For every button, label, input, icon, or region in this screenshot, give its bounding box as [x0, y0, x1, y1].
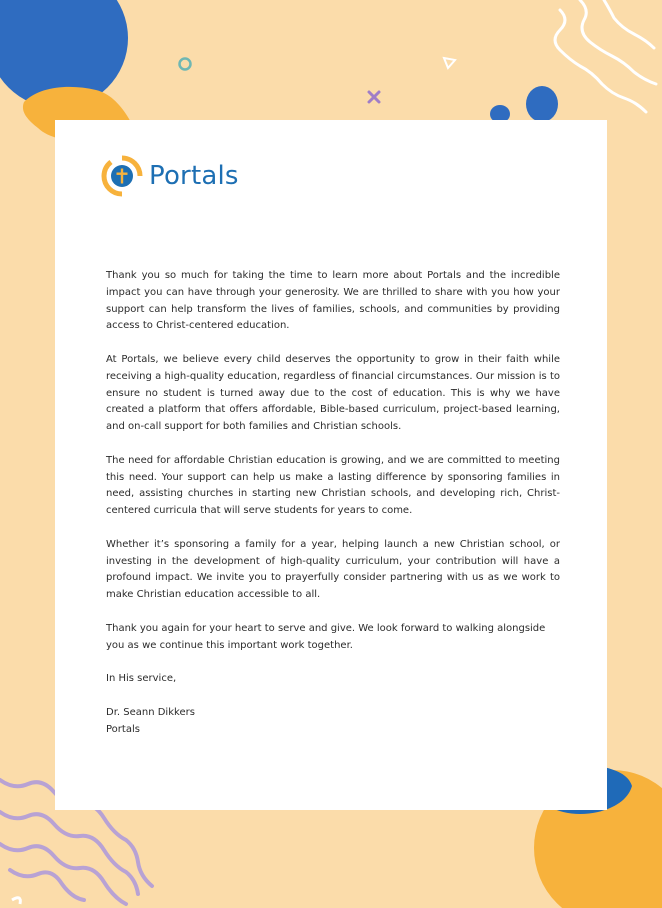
letter-paragraph-1: Thank you so much for taking the time to learn more about Portals and the incredible impact you can have through your generosity. We are thrilled to share with you how your support can help transform the lives of families, schools, and communities by providing access to Christ-centered education.: [106, 270, 560, 332]
white-triangle: [444, 58, 455, 68]
signature-name: Dr. Seann Dikkers: [106, 706, 195, 718]
letter-paragraph-3: The need for affordable Christian education is growing, and we are committed to meeting this need. Your support can help us make a lasting difference by sponsoring families in need, assisting churches in starting new Christian schools, and developing rich, Christ-centered curricula that will serve students for years to come.: [106, 454, 560, 517]
white-squiggle-bottom-left: [12, 898, 20, 904]
letter-paragraph-2: At Portals, we believe every child deserves the opportunity to grow in their faith while receiving a high-quality education, regardless of financial circumstances. Our mission is to ensure no student is turned away due to the cost of education. This is why we have created a platform that offers affordable, Bible-based curriculum, project-based learning, and on-call support for both families and Christian schools.: [106, 353, 560, 433]
letter-paragraph-5: Thank you again for your heart to serve and give. We look forward to walking alongside you as we continue this important work together.: [106, 622, 546, 651]
logo-wordmark: Portals: [149, 161, 239, 191]
signature-org: Portals: [106, 723, 140, 735]
portals-logo: [101, 156, 239, 196]
letter-body: [106, 268, 560, 738]
letter-closing: In His service,: [106, 673, 177, 685]
purple-x-mark: [369, 92, 379, 102]
teal-ring: [180, 59, 191, 70]
blue-blob-large: [526, 86, 558, 122]
white-waves-top-right: [555, 0, 656, 112]
letter-paragraph-4: Whether it’s sponsoring a family for a year, helping launch a new Christian school, or investing in the development of high-quality curriculum, your contribution will have a profound impact. We invite you to prayerfully consider partnering with us as we work to make Christian education accessible to all.: [106, 538, 560, 601]
portals-cross-icon: [101, 155, 143, 197]
letter-page: [55, 120, 607, 810]
